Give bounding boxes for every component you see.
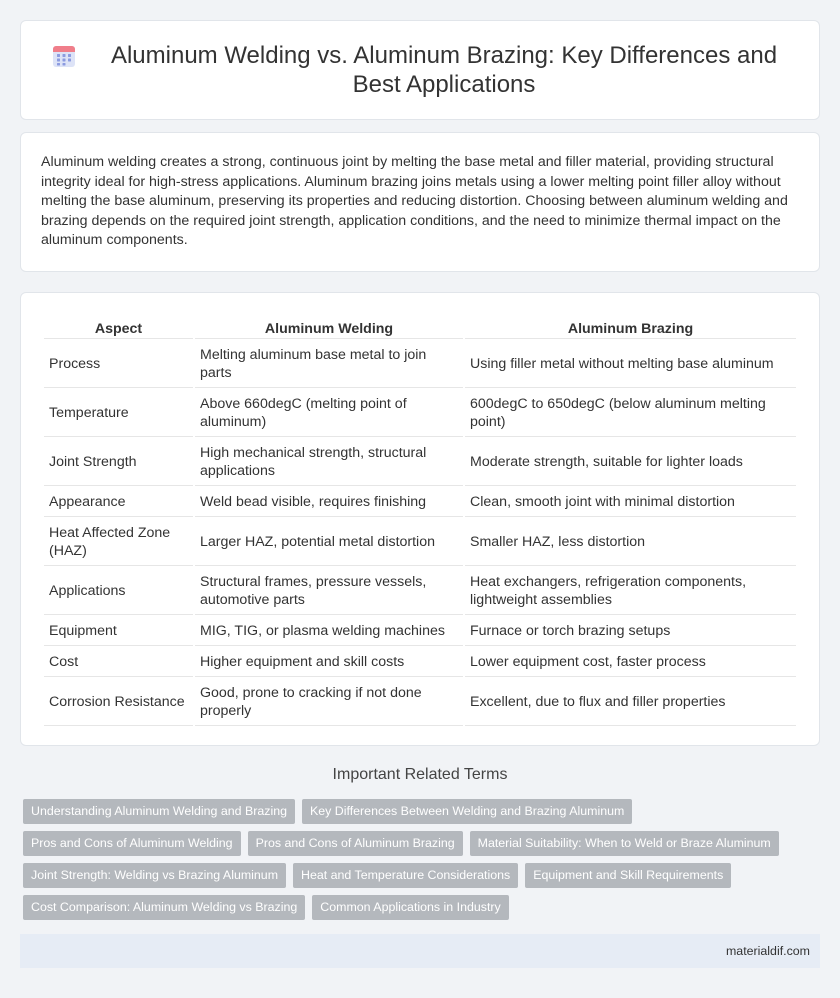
- table-row: [44, 568, 796, 615]
- term-row: [23, 863, 823, 888]
- table-row: [44, 488, 796, 517]
- calendar-icon: [51, 43, 77, 69]
- related-term-link[interactable]: Cost Comparison: Aluminum Welding vs Brazing: [23, 895, 305, 920]
- table-cell: Using filler metal without melting base aluminum: [465, 341, 796, 388]
- related-terms-title: Important Related Terms: [332, 766, 508, 783]
- footer: [20, 934, 820, 968]
- title-card: [20, 20, 820, 120]
- table-row: [44, 617, 796, 646]
- related-term-link[interactable]: Key Differences Between Welding and Brazing Aluminum: [302, 799, 632, 824]
- table-cell: Cost: [44, 648, 193, 677]
- table-header-row: [44, 315, 796, 339]
- related-terms: [23, 799, 823, 927]
- intro-paragraph: Aluminum welding creates a strong, continuous joint by melting the base metal and filler material, providing structural integrity ideal for high-stress applications. Aluminum brazing joins metals using a lower melting point filler alloy without melting the base aluminum, preserving its properties and reducing distortion. Choosing between aluminum welding and brazing depends on the required joint strength, application conditions, and the need to minimize thermal impact on the aluminum components.: [41, 154, 788, 249]
- title-row: [21, 21, 819, 119]
- table-cell: MIG, TIG, or plasma welding machines: [195, 617, 463, 646]
- table-row: [44, 519, 796, 566]
- related-term-link[interactable]: Material Suitability: When to Weld or Braze Aluminum: [470, 831, 779, 856]
- table-cell: Above 660degC (melting point of aluminum): [195, 390, 463, 437]
- table-cell: Temperature: [44, 390, 193, 437]
- table-cell: Melting aluminum base metal to join parts: [195, 341, 463, 388]
- table-cell: Process: [44, 341, 193, 388]
- header-aspect: Aspect: [44, 315, 193, 339]
- table-cell: 600degC to 650degC (below aluminum melting point): [465, 390, 796, 437]
- table-cell: Excellent, due to flux and filler properties: [465, 679, 796, 726]
- table-cell: Good, prone to cracking if not done properly: [195, 679, 463, 726]
- table-row: [44, 648, 796, 677]
- table-row: [44, 439, 796, 486]
- related-term-link[interactable]: Pros and Cons of Aluminum Welding: [23, 831, 241, 856]
- table-cell: Furnace or torch brazing setups: [465, 617, 796, 646]
- table-cell: Moderate strength, suitable for lighter loads: [465, 439, 796, 486]
- related-term-link[interactable]: Common Applications in Industry: [312, 895, 508, 920]
- term-row: [23, 895, 823, 920]
- table-cell: Joint Strength: [44, 439, 193, 486]
- table-cell: Lower equipment cost, faster process: [465, 648, 796, 677]
- table-cell: Structural frames, pressure vessels, automotive parts: [195, 568, 463, 615]
- intro-card: [20, 132, 820, 272]
- related-term-link[interactable]: Pros and Cons of Aluminum Brazing: [248, 831, 463, 856]
- table-cell: Clean, smooth joint with minimal distortion: [465, 488, 796, 517]
- footer-site[interactable]: materialdif.com: [725, 944, 810, 958]
- related-term-link[interactable]: Understanding Aluminum Welding and Brazing: [23, 799, 295, 824]
- term-row: [23, 799, 823, 824]
- table-cell: Larger HAZ, potential metal distortion: [195, 519, 463, 566]
- table-cell: Heat Affected Zone (HAZ): [44, 519, 193, 566]
- table-cell: Equipment: [44, 617, 193, 646]
- term-row: [23, 831, 823, 856]
- table-cell: Weld bead visible, requires finishing: [195, 488, 463, 517]
- header-welding: Aluminum Welding: [195, 315, 463, 339]
- table-cell: High mechanical strength, structural applications: [195, 439, 463, 486]
- table-cell: Corrosion Resistance: [44, 679, 193, 726]
- table-row: [44, 341, 796, 388]
- comparison-card: [20, 292, 820, 746]
- table-cell: Applications: [44, 568, 193, 615]
- table-row: [44, 679, 796, 726]
- table-cell: Smaller HAZ, less distortion: [465, 519, 796, 566]
- related-term-link[interactable]: Heat and Temperature Considerations: [293, 863, 518, 888]
- table-cell: Higher equipment and skill costs: [195, 648, 463, 677]
- comparison-table: [42, 313, 798, 728]
- header-brazing: Aluminum Brazing: [465, 315, 796, 339]
- related-term-link[interactable]: Equipment and Skill Requirements: [525, 863, 731, 888]
- table-row: [44, 390, 796, 437]
- related-term-link[interactable]: Joint Strength: Welding vs Brazing Aluminum: [23, 863, 286, 888]
- table-cell: Heat exchangers, refrigeration components, lightweight assemblies: [465, 568, 796, 615]
- page-title: Aluminum Welding vs. Aluminum Brazing: Key Differences and Best Applications: [110, 42, 778, 98]
- table-cell: Appearance: [44, 488, 193, 517]
